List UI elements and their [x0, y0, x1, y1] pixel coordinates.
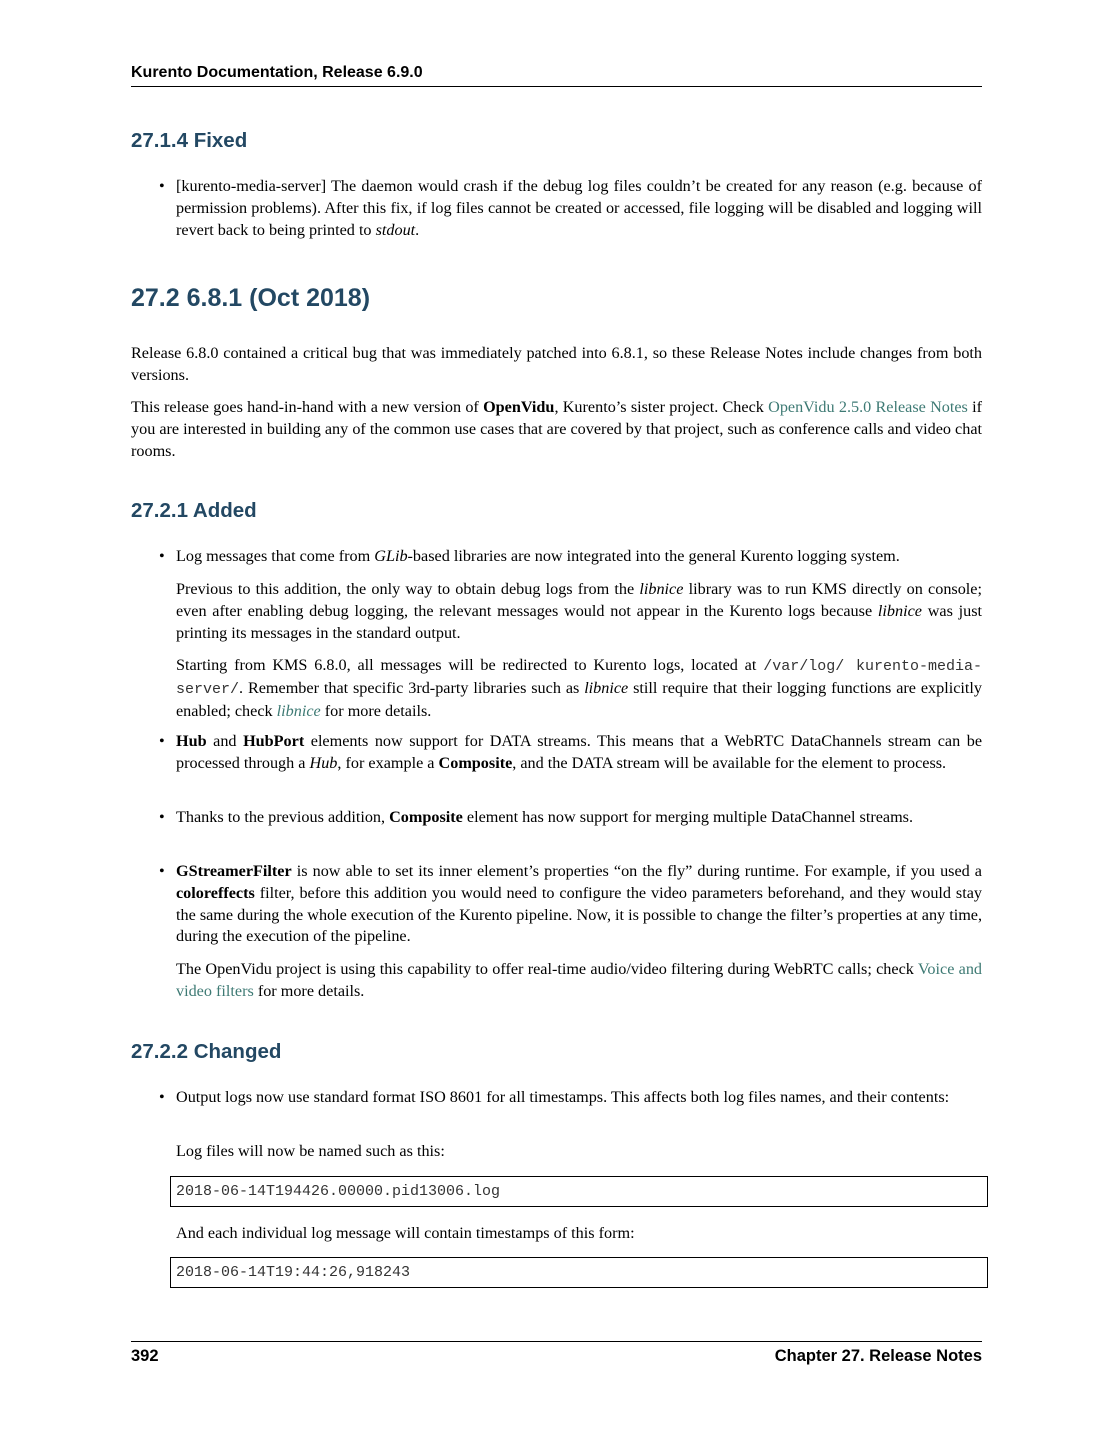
paragraph	[176, 579, 982, 644]
text-run: , for example a	[337, 753, 439, 772]
text-run: stdout	[375, 220, 416, 239]
running-header: Kurento Documentation, Release 6.9.0	[131, 64, 423, 81]
section-heading-changed: 27.2.2 Changed	[131, 1040, 282, 1063]
text-run: GStreamerFilter	[176, 862, 292, 880]
code-block: 2018-06-14T19:44:26,918243	[170, 1257, 988, 1288]
text-run: Composite	[438, 753, 513, 772]
text-run: Composite	[389, 808, 463, 826]
paragraph	[176, 959, 982, 1003]
text-run: [kurento-media-server] The daemon would crash if the debug log files couldn’t be created for any reason (e.g. because of permission problems). After this fix, if log files cannot be created or accessed, file logging will be disabled and logging will revert back to being printed to	[176, 177, 982, 239]
text-run: GLib	[374, 547, 408, 565]
text-run: HubPort	[243, 732, 305, 750]
paragraph-text	[176, 176, 982, 241]
inline-code: /var/log/ kurento-media-server/	[176, 658, 982, 698]
text-run: . Remember that specific 3rd-party libraries such as	[239, 678, 585, 697]
text-run: elements now support for DATA streams. This means that a WebRTC DataChannels stream can be processed through a	[176, 732, 983, 772]
paragraph	[176, 655, 982, 722]
text-run: Log messages that come from	[176, 547, 375, 565]
link[interactable]: Voice and video filters	[176, 960, 983, 1000]
text-run: OpenVidu	[483, 398, 555, 416]
paragraph-text	[176, 655, 982, 722]
header-rule	[131, 86, 982, 87]
paragraph-text	[176, 807, 982, 829]
page-number: 392	[131, 1347, 159, 1365]
paragraph-text	[131, 397, 982, 462]
text-run: Starting from KMS 6.8.0, all messages will be redirected to Kurento logs, located at	[176, 656, 764, 674]
text-run: for more details.	[320, 701, 432, 720]
section-heading-fixed: 27.1.4 Fixed	[131, 129, 248, 152]
link[interactable]: OpenVidu 2.5.0 Release Notes	[768, 398, 968, 416]
text-run: Hub	[176, 732, 207, 750]
paragraph-text	[176, 546, 982, 568]
text-run: filter, before this addition you would need to configure the video parameters beforehand, and they would stay the same during the whole execution of the Kurento pipeline. Now, it is possible to change the filter’s properties at any time, during the execution of the pipeline.	[176, 883, 983, 946]
bullet-icon: •	[159, 732, 165, 750]
list-item	[131, 807, 982, 829]
paragraph	[131, 397, 982, 462]
paragraph-text	[176, 959, 982, 1003]
paragraph	[176, 1223, 982, 1245]
text-run: and	[206, 732, 244, 750]
text-run: -based libraries are now integrated into the general Kurento logging system.	[407, 547, 900, 565]
paragraph-text	[176, 1141, 982, 1163]
paragraph-text	[176, 731, 982, 775]
chapter-title: Chapter 27. Release Notes	[774, 1347, 982, 1365]
text-run: , and the DATA stream will be available for the element to process.	[512, 753, 947, 772]
bullet-icon: •	[159, 862, 165, 880]
text-run: libnice	[877, 601, 922, 620]
text-run: if you are interested in building any of the common use cases that are covered by that project, such as conference calls and video chat rooms.	[131, 398, 982, 460]
text-run: coloreffects	[176, 883, 255, 902]
text-run: Output logs now use standard format ISO 8601 for all timestamps. This affects both log files names, and their contents:	[176, 1088, 950, 1106]
text-run: Log files will now be named such as this:	[176, 1142, 445, 1160]
text-run: And each individual log message will contain timestamps of this form:	[176, 1224, 635, 1242]
paragraph-text	[176, 861, 982, 948]
text-run: The OpenVidu project is using this capability to offer real-time audio/video filtering during WebRTC calls; check	[176, 960, 918, 978]
bullet-icon: •	[159, 547, 165, 565]
text-run: was just printing its messages in the standard output.	[176, 601, 983, 642]
bullet-icon: •	[159, 808, 165, 826]
text-run: libnice	[584, 678, 629, 697]
bullet-icon: •	[159, 1088, 165, 1106]
text-run: This release goes hand-in-hand with a new version of	[131, 398, 484, 416]
list-item	[131, 861, 982, 948]
list-item	[131, 731, 982, 775]
paragraph	[176, 1141, 982, 1163]
text-run: libnice	[639, 580, 684, 598]
text-run: Previous to this addition, the only way to obtain debug logs from the	[176, 580, 640, 598]
text-run: Hub	[309, 753, 338, 772]
footer-rule	[131, 1341, 982, 1342]
paragraph-text	[131, 343, 982, 387]
code-block: 2018-06-14T194426.00000.pid13006.log	[170, 1176, 988, 1207]
list-item	[131, 176, 982, 241]
text-run: Release 6.8.0 contained a critical bug that was immediately patched into 6.8.1, so these Release Notes include changes from both versions.	[131, 344, 982, 384]
text-run: library was to run KMS directly on console; even after enabling debug logging, the relevant messages would not appear in the Kurento logs because	[176, 580, 982, 620]
list-item	[131, 546, 982, 568]
paragraph-text	[176, 1223, 982, 1245]
text-run: Thanks to the previous addition,	[176, 808, 390, 826]
paragraph	[131, 343, 982, 387]
text-run: is now able to set its inner element’s properties “on the fly” during runtime. For example, if you used a	[291, 862, 982, 880]
bullet-icon: •	[159, 177, 165, 195]
text-run: .	[415, 220, 420, 239]
list-item	[131, 1087, 982, 1109]
paragraph-text	[176, 579, 982, 644]
paragraph-text	[176, 1087, 982, 1109]
section-heading-681: 27.2 6.8.1 (Oct 2018)	[131, 284, 371, 312]
text-run: for more details.	[253, 981, 365, 1000]
text-run: still require that their logging functions are explicitly enabled; check	[176, 678, 982, 720]
text-run: , Kurento’s sister project. Check	[554, 398, 769, 416]
text-run: element has now support for merging multiple DataChannel streams.	[462, 808, 914, 826]
link[interactable]: libnice	[276, 701, 321, 720]
section-heading-added: 27.2.1 Added	[131, 499, 257, 522]
